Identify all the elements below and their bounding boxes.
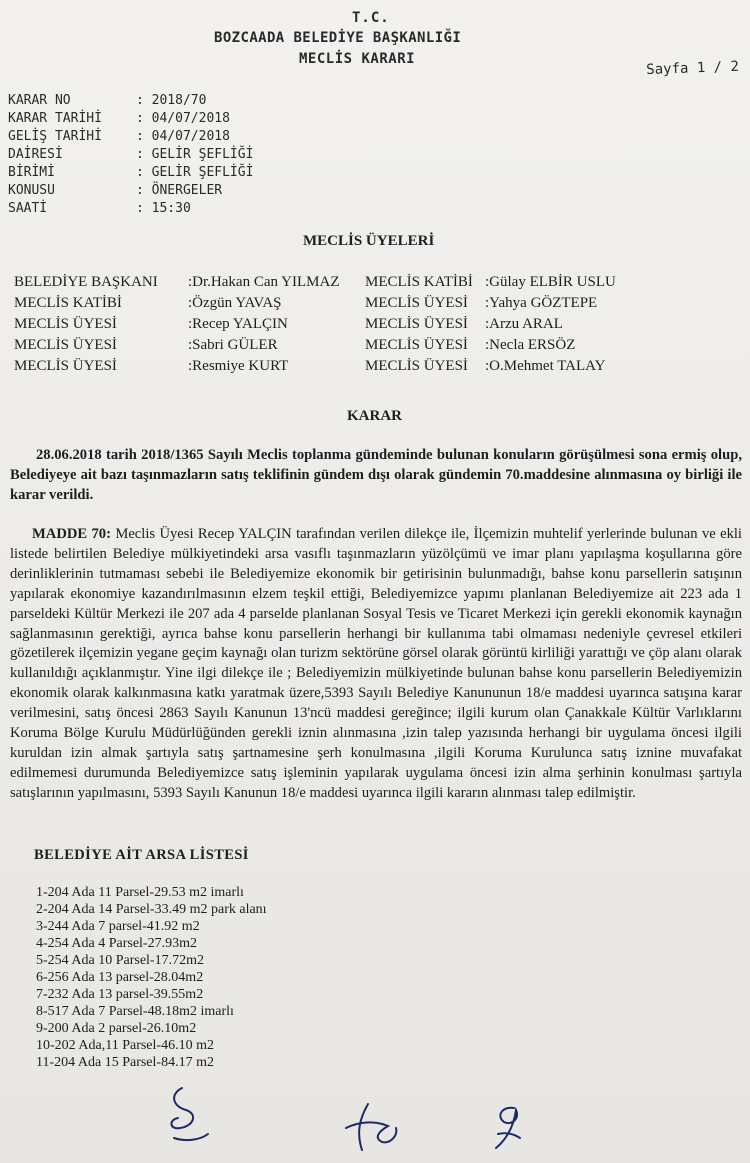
members-row (14, 272, 616, 293)
list-item: 8-517 Ada 7 Parsel-48.18m2 imarlı (36, 1004, 234, 1019)
member-name: :Recep YALÇIN (188, 316, 288, 332)
members-row (14, 293, 616, 314)
parcel-list (36, 884, 267, 1071)
member-role: MECLİS ÜYESİ (14, 316, 117, 332)
meta-row (8, 201, 191, 219)
meta-value: : 2018/70 (136, 93, 207, 108)
list-item: 5-254 Ada 10 Parsel-17.72m2 (36, 953, 204, 968)
signature-3 (480, 1098, 540, 1158)
member-name: :Arzu ARAL (485, 316, 563, 332)
meta-label: KARAR TARİHİ (8, 111, 102, 126)
member-role: MECLİS KATİBİ (14, 295, 122, 311)
member-role: MECLİS ÜYESİ (365, 337, 468, 353)
member-role: MECLİS ÜYESİ (365, 316, 468, 332)
header-tc: T.C. (352, 10, 390, 26)
list-item: 10-202 Ada,11 Parsel-46.10 m2 (36, 1038, 214, 1053)
meta-label: GELİŞ TARİHİ (8, 129, 102, 144)
page-number: Sayfa 1 / 2 (646, 58, 740, 78)
members-row (14, 356, 616, 377)
list-item: 7-232 Ada 13 parsel-39.55m2 (36, 987, 204, 1002)
member-name: :Gülay ELBİR USLU (485, 274, 616, 290)
madde-label: MADDE 70: (32, 526, 111, 542)
members-row (14, 314, 616, 335)
meta-row (8, 183, 223, 201)
meta-label: KONUSU (8, 183, 55, 198)
member-name: :Yahya GÖZTEPE (485, 295, 598, 311)
list-item: 4-254 Ada 4 Parsel-27.93m2 (36, 936, 197, 951)
member-name: :Özgün YAVAŞ (188, 295, 282, 311)
meta-value: : 04/07/2018 (136, 111, 230, 126)
member-role: MECLİS ÜYESİ (365, 358, 468, 374)
meta-label: DAİRESİ (8, 147, 63, 162)
meta-row (8, 93, 207, 111)
member-role: MECLİS KATİBİ (365, 274, 473, 290)
meta-row (8, 129, 230, 147)
meta-value: : 04/07/2018 (136, 129, 230, 144)
signature-1 (160, 1080, 230, 1150)
meta-block (8, 93, 254, 219)
list-item: 9-200 Ada 2 parsel-26.10m2 (36, 1021, 197, 1036)
member-name: :Dr.Hakan Can YILMAZ (188, 274, 340, 290)
member-role: MECLİS ÜYESİ (14, 337, 117, 353)
list-item: 2-204 Ada 14 Parsel-33.49 m2 park alanı (36, 902, 267, 917)
madde-paragraph (10, 525, 742, 804)
meta-label: SAATİ (8, 201, 48, 216)
decision-summary: 28.06.2018 tarih 2018/1365 Sayılı Meclis toplanma gündeminde bulunan konuların görüşülmesi sona ermiş olup, Belediyeye ait bazı taşınmazların satış teklifinin gündem dışı olarak gündemin 70.maddesine alınmasına oy birliği ile karar verildi. (10, 447, 742, 503)
meta-label: KARAR NO (8, 93, 71, 108)
meta-value: : ÖNERGELER (136, 183, 223, 198)
members-title: MECLİS ÜYELERİ (303, 233, 435, 249)
members-row (14, 335, 616, 356)
member-name: :Sabri GÜLER (188, 337, 278, 353)
meta-value: : 15:30 (136, 201, 191, 216)
header-document-type: MECLİS KARARI (299, 51, 416, 67)
meta-row (8, 111, 230, 129)
madde-text: Meclis Üyesi Recep YALÇIN tarafından verilen dilekçe ile, İlçemizin muhtelif yerlerinde bulunan ve ekli listede belirtilen Belediye mülkiyetindeki arsa vasıflı taşınmazların yüzölçümü ve imar planı yapılaşma koşullarına göre derinliklerinin tutmaması sebebi ile Belediyemize ekonomik bir getirisinin bulunmadığı, bahse konu parsellerin satışının yapılarak ekonomiye kazandırılmasının elzem teşkil ettiği, Belediyemizce yapımı planlanan Belediyemize ait 223 ada 1 parseldeki Kültür Merkezi ile 207 ada 4 parselde planlanan Sosyal Tesis ve Ticaret Merkezi için gerekli ekonomik kaynağın sağlanmasının gerektiği, ayrıca bahse konu parsellerin herhangi bir kullanıma tabi olmaması nedeniyle çevresel etkileri gözetilerek ilçemizin yegane geçim kaynağı olan turizm sektörüne görsel olarak görüntü kirliliği yarattığı ve çöp alanı olarak kullanıldığı açıklanmıştır. Yine ilgi dilekçe ile ; Belediyemizin mülkiyetinde bulunan bahse konu parsellerin Belediyemizin ekonomik olarak kalkınmasına katkı yaratmak üzere,5393 Sayılı Belediye Kanununun 18/e maddesi uyarınca satışına karar verilmesini, satış öncesi 2863 Sayılı Kanunun 13'ncü maddesi gereğince; ilgili kurum olan Çanakkale Kültür Varlıklarını Koruma Bölge Kurulu Müdürlüğünden gerekli iznin alınmasına ,izin talep yazısında herhangi bir uygulama öncesi ilgili kuruldan izin almak şartıyla satış şartnamesine şerh konulmasına ,ilgili Koruma Kurulunca satış iznine muvafakat edilmemesi durumunda Belediyemizce satış işleminin yapılarak uygulama öncesi izin alma şerhinin konulması şartıyla satışlarının yapılmasını, 5393 Sayılı Kanunun 18/e maddesi uyarınca ilgili kararın alınması talep edilmiştir. (10, 526, 742, 801)
member-role: MECLİS ÜYESİ (365, 295, 468, 311)
karar-title: KARAR (347, 408, 402, 424)
header-municipality: BOZCAADA BELEDİYE BAŞKANLIĞI (214, 30, 462, 46)
list-item: 1-204 Ada 11 Parsel-29.53 m2 imarlı (36, 885, 244, 900)
member-role: BELEDİYE BAŞKANI (14, 274, 158, 290)
members-table (14, 272, 616, 377)
member-name: :O.Mehmet TALAY (485, 358, 606, 374)
list-title: BELEDİYE AİT ARSA LİSTESİ (34, 847, 249, 863)
meta-row (8, 165, 254, 183)
meta-value: : GELİR ŞEFLİĞİ (136, 147, 254, 162)
meta-label: BİRİMİ (8, 165, 55, 180)
list-item: 6-256 Ada 13 parsel-28.04m2 (36, 970, 204, 985)
signature-2 (338, 1098, 408, 1158)
member-name: :Resmiye KURT (188, 358, 289, 374)
member-role: MECLİS ÜYESİ (14, 358, 117, 374)
list-item: 11-204 Ada 15 Parsel-84.17 m2 (36, 1055, 214, 1070)
meta-row (8, 147, 254, 165)
meta-value: : GELİR ŞEFLİĞİ (136, 165, 254, 180)
list-item: 3-244 Ada 7 parsel-41.92 m2 (36, 919, 200, 934)
member-name: :Necla ERSÖZ (485, 337, 576, 353)
